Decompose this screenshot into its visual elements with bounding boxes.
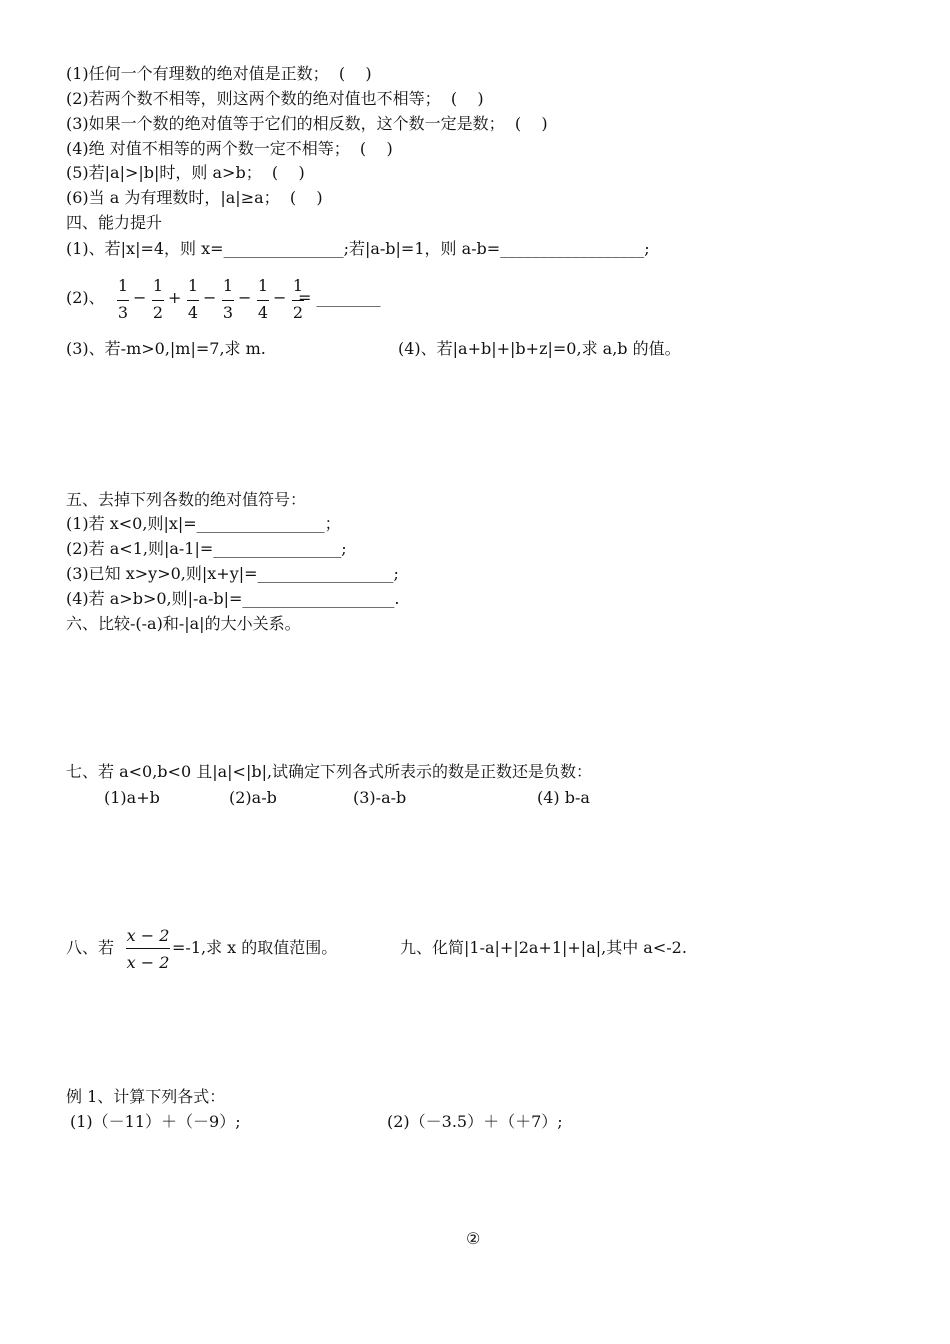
fraction-numerator: 1 (152, 276, 164, 295)
example-1-heading: 例 1、计算下列各式： (66, 1087, 226, 1106)
fraction-denominator: 3 (117, 303, 129, 322)
question-4-2-answer-blank: = ________ (298, 288, 381, 307)
fraction-denominator: 2 (292, 303, 304, 322)
fraction-numerator: 1 (292, 276, 304, 295)
fraction-denominator: 4 (257, 303, 269, 322)
fraction (151, 276, 165, 325)
question-3-4: (4)绝 对值不相等的两个数一定不相等； ( ) (66, 139, 393, 158)
question-4-1: (1)、若|x|=4，则 x=_______________;若|a-b|=1，则 a-b=__________________; (66, 239, 650, 258)
fraction-numerator: 1 (257, 276, 269, 295)
question-4-2-label: (2)、 (66, 288, 105, 307)
fraction-numerator: 1 (117, 276, 129, 295)
question-3-2: (2)若两个数不相等，则这两个数的绝对值也不相等； ( ) (66, 89, 484, 108)
fraction-numerator: 1 (222, 276, 234, 295)
fraction (186, 276, 200, 325)
fraction (116, 276, 130, 325)
operator: − (273, 288, 287, 307)
section-8-fraction-denominator: x − 2 (126, 953, 170, 972)
question-4-3: (3)、若-m>0,|m|=7,求 m. (66, 339, 266, 358)
question-7-4: (4) b-a (537, 788, 590, 807)
example-1-part-1: (1)（－11）＋（－9）; (70, 1112, 241, 1131)
section-8-label: 八、若 (66, 938, 115, 957)
question-5-3: (3)已知 x>y>0,则|x+y|=_________________; (66, 564, 399, 583)
fraction (256, 276, 270, 325)
section-7-heading: 七、若 a<0,b<0 且|a|<|b|,试确定下列各式所表示的数是正数还是负数： (66, 762, 593, 781)
section-6-heading: 六、比较-(-a)和-|a|的大小关系。 (66, 614, 301, 633)
operator: − (203, 288, 217, 307)
page-number: ② (466, 1229, 481, 1248)
question-7-3: (3)-a-b (353, 788, 407, 807)
section-8-fraction (126, 926, 170, 972)
question-5-2: (2)若 a<1,则|a-1|=________________; (66, 539, 347, 558)
fraction-numerator: 1 (187, 276, 199, 295)
question-7-2: (2)a-b (229, 788, 277, 807)
question-5-4: (4)若 a>b>0,则|-a-b|=___________________. (66, 589, 400, 608)
fraction-denominator: 4 (187, 303, 199, 322)
operator: − (133, 288, 147, 307)
operator: + (168, 288, 182, 307)
section-9-heading: 九、化简|1-a|+|2a+1|+|a|,其中 a<-2. (400, 938, 687, 957)
section-5-heading: 五、去掉下列各数的绝对值符号： (66, 490, 307, 509)
example-1-part-2: (2)（－3.5）＋（＋7）; (387, 1112, 563, 1131)
fraction-denominator: 2 (152, 303, 164, 322)
question-3-3: (3)如果一个数的绝对值等于它们的相反数，这个数一定是数； ( ) (66, 114, 548, 133)
fraction (221, 276, 235, 325)
question-7-1: (1)a+b (104, 788, 160, 807)
section-8-fraction-numerator: x − 2 (126, 926, 170, 945)
question-5-1: (1)若 x<0,则|x|=________________； (66, 514, 341, 533)
section-8-condition: =-1,求 x 的取值范围。 (172, 938, 338, 957)
question-3-1: (1)任何一个有理数的绝对值是正数； ( ) (66, 64, 372, 83)
operator: − (238, 288, 252, 307)
question-3-5: (5)若|a|>|b|时，则 a>b； ( ) (66, 163, 305, 182)
question-4-4: (4)、若|a+b|+|b+z|=0,求 a,b 的值。 (398, 339, 681, 358)
fraction-denominator: 3 (222, 303, 234, 322)
question-3-6: (6)当 a 为有理数时，|a|≥a； ( ) (66, 188, 323, 207)
section-4-heading: 四、能力提升 (66, 213, 163, 232)
